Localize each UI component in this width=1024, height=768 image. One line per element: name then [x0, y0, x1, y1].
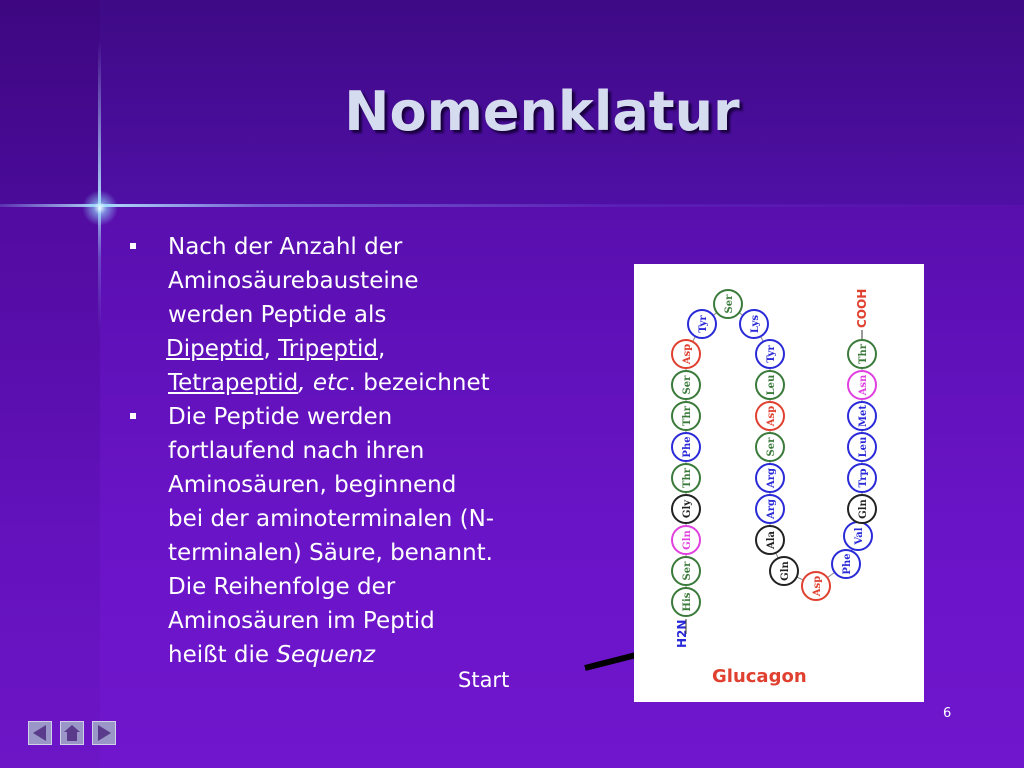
text-line: fortlaufend nach ihren	[168, 438, 425, 464]
text-line: Nach der Anzahl der	[168, 234, 403, 260]
residue-label: Thr	[858, 344, 869, 364]
glucagon-figure	[634, 264, 924, 702]
residue-label: Tyr	[766, 345, 777, 363]
residue-label: Arg	[766, 498, 777, 520]
residue-label: Lys	[750, 314, 761, 334]
residue-label: Arg	[766, 467, 777, 489]
term-tetrapeptid[interactable]: Tetrapeptid	[168, 370, 299, 396]
text-line	[130, 332, 550, 366]
bullet-list	[130, 230, 550, 672]
c-terminus-label: COOH	[855, 288, 869, 328]
text-line: Aminosäurebausteine	[168, 268, 419, 294]
residue-label: Thr	[682, 406, 693, 426]
text-line: Die Peptide werden	[168, 404, 393, 430]
residue-label: Gln	[682, 530, 693, 550]
residue-label: Gln	[858, 499, 869, 519]
n-terminus-label: H2N	[675, 619, 689, 648]
residue-label: Asn	[858, 374, 869, 396]
horizontal-glow-line	[0, 204, 1024, 207]
start-label: Start	[458, 668, 510, 692]
text-line: Die Reihenfolge der	[168, 574, 396, 600]
home-button[interactable]	[60, 721, 84, 745]
separator: ,	[263, 336, 279, 362]
bullet-item	[130, 230, 550, 332]
residue-label: Asp	[812, 575, 823, 597]
residue-label: Ser	[724, 294, 735, 314]
residue-label: Leu	[766, 374, 777, 396]
prev-button[interactable]	[28, 721, 52, 745]
text-line	[130, 366, 550, 400]
text-line	[168, 638, 550, 672]
bullet-item	[130, 400, 550, 672]
separator: ,	[298, 370, 313, 396]
residue-label: His	[682, 592, 693, 612]
next-button[interactable]	[92, 721, 116, 745]
next-arrow-icon	[93, 722, 115, 744]
residue-label: Ser	[682, 375, 693, 395]
text-line: Aminosäuren, beginnend	[168, 472, 457, 498]
light-flare	[82, 190, 118, 226]
home-icon	[61, 722, 83, 744]
residue-label: Tyr	[698, 315, 709, 333]
residue-label: Met	[858, 404, 869, 428]
residue-label: Asp	[766, 405, 777, 427]
figure-label: Glucagon	[712, 666, 807, 687]
term-dipeptid[interactable]: Dipeptid	[166, 336, 264, 362]
residue-label: Trp	[858, 468, 869, 488]
residue-label: Val	[854, 527, 865, 545]
text-line: werden Peptide als	[168, 302, 387, 328]
text-line: Aminosäuren im Peptid	[168, 608, 435, 634]
residue-label: Phe	[682, 436, 693, 458]
residue-label: Leu	[858, 436, 869, 458]
residue-chain	[672, 290, 876, 616]
slide-title: Nomenklatur	[344, 80, 740, 143]
page-number: 6	[943, 706, 952, 721]
prev-arrow-icon	[29, 722, 51, 744]
residue-label: Ser	[766, 437, 777, 457]
text-line: terminalen) Säure, benannt.	[168, 540, 493, 566]
term-tripeptid[interactable]: Tripeptid	[278, 336, 378, 362]
residue-label: Asp	[682, 343, 693, 365]
residue-label: Ala	[766, 530, 777, 550]
bullet-marker	[130, 413, 136, 419]
separator: ,	[377, 336, 386, 362]
sequence-term: Sequenz	[276, 642, 376, 668]
text-line: bei der aminoterminalen (N-	[168, 506, 495, 532]
residue-label: Phe	[842, 553, 853, 575]
residue-label: Gln	[780, 561, 791, 581]
residue-label: Gly	[682, 499, 693, 519]
etc-text: etc	[312, 370, 349, 396]
residue-label: Ser	[682, 561, 693, 581]
text-part: heißt die	[168, 642, 277, 668]
residue-label: Thr	[682, 468, 693, 488]
bullet-marker	[130, 243, 136, 249]
text-tail: . bezeichnet	[348, 370, 490, 396]
